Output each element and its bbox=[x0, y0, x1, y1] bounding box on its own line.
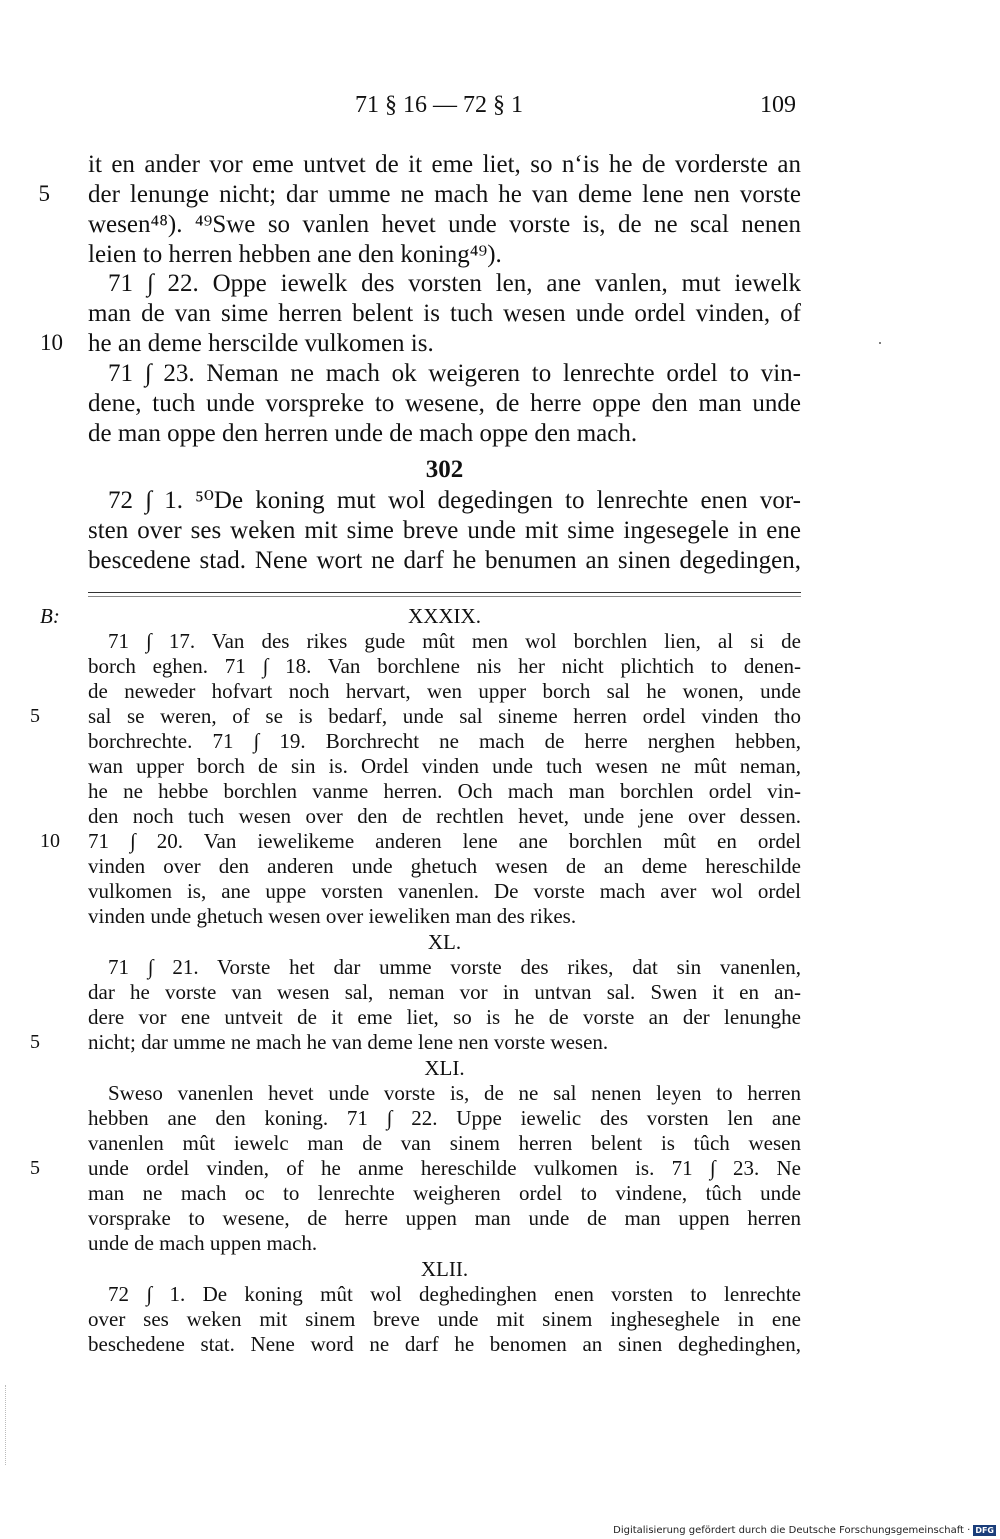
apparatus-line: Sweso vanenlen hevet unde vorste is, de ne sal nenen leyen to herren bbox=[108, 1081, 801, 1105]
main-line: 71 ∫ 22. Oppe iewelk des vorsten len, ane vanlen, mut iewelk bbox=[108, 270, 801, 297]
apparatus-line: nicht; dar umme ne mach he van deme lene nen vorste wesen. bbox=[88, 1030, 609, 1054]
main-line: it en ander vor eme untvet de it eme liet, so n‘is he de vorderste an bbox=[88, 151, 801, 178]
apparatus-line: de neweder hofvart noch hervart, wen upper borch sal he wonen, unde bbox=[88, 679, 801, 703]
apparatus-line: vinden over den anderen unde ghetuch wesen de an deme hereschilde bbox=[88, 854, 801, 878]
line-number: 5 bbox=[30, 1031, 40, 1053]
apparatus-line: borchrechte. 71 ∫ 19. Borchrecht ne mach de herre nerghen hebben, bbox=[88, 729, 801, 753]
main-line: der lenunge nicht; dar umme ne mach he van deme lene nen vorste bbox=[88, 181, 801, 208]
main-line: bescedene stad. Nene wort ne darf he benumen an sinen degedingen, bbox=[88, 547, 801, 574]
main-line: dene, tuch unde vorspreke to wesene, de herre oppe den man unde bbox=[88, 390, 801, 417]
apparatus-line: vorsprake to wesene, de herre uppen man unde de man uppen herren bbox=[88, 1206, 801, 1230]
main-line: sten over ses weken mit sime breve unde mit sime ingesegele in ene bbox=[88, 517, 801, 544]
main-line: 71 ∫ 23. Neman ne mach ok weigeren to lenrechte ordel to vin- bbox=[108, 360, 801, 387]
apparatus-line: 71 ∫ 17. Van des rikes gude mût men wol borchlen lien, al si de bbox=[108, 629, 801, 653]
apparatus-line: vulkomen is, ane uppe vorsten vanenlen. De vorste mach aver wol ordel bbox=[88, 879, 801, 903]
main-line: leien to herren hebben ane den koning⁴⁹). bbox=[88, 241, 502, 268]
apparatus-line: sal se weren, of se is bedarf, unde sal sineme herren ordel vinden tho bbox=[88, 704, 801, 728]
line-number: 5 bbox=[38, 181, 50, 206]
apparatus-line: man ne mach oc to lenrechte weigheren ordel to vindene, tûch unde bbox=[88, 1181, 801, 1205]
line-number: 5 bbox=[30, 1157, 40, 1179]
section-heading: XLI. bbox=[424, 1056, 465, 1080]
apparatus-line: den noch tuch wesen over den de rechtlen hevet, unde jene over dessen. bbox=[88, 804, 801, 828]
apparatus-line: vinden unde ghetuch wesen over ieweliken man des rikes. bbox=[88, 904, 577, 928]
apparatus-line: 71 ∫ 20. Van iewelikeme anderen lene ane borchlen mût en ordel bbox=[88, 829, 801, 853]
apparatus-line: over ses weken mit sinem breve unde mit sinem ingheseghele in ene bbox=[88, 1307, 801, 1331]
apparatus-line: borch eghen. 71 ∫ 18. Van borchlene nis her nicht plichtich to denen- bbox=[88, 654, 801, 678]
section-heading: XXXIX. bbox=[408, 604, 481, 628]
apparatus-line: hebben ane den koning. 71 ∫ 22. Uppe iewelic des vorsten len ane bbox=[88, 1106, 801, 1130]
section-heading: XLII. bbox=[420, 1257, 469, 1281]
apparatus-line: wan upper borch de sin is. Ordel vinden unde tuch wesen ne mût neman, bbox=[88, 754, 801, 778]
dfg-logo: DFG bbox=[975, 1526, 994, 1535]
siglum: B: bbox=[40, 604, 60, 628]
apparatus-line: beschedene stat. Nene word ne darf he benomen an sinen deghedinghen, bbox=[88, 1332, 801, 1356]
separator-rule bbox=[88, 596, 801, 597]
apparatus-line: unde de mach uppen mach. bbox=[88, 1231, 318, 1255]
credit-text: Digitalisierung gefördert durch die Deutsche Forschungsgemeinschaft · bbox=[613, 1525, 971, 1536]
section-number: 302 bbox=[425, 456, 464, 483]
main-line: de man oppe den herren unde de mach oppe den mach. bbox=[88, 420, 638, 447]
main-line: man de van sime herren belent is tuch wesen unde ordel vinden, of bbox=[88, 300, 801, 327]
apparatus-line: dar he vorste van wesen sal, neman vor in untvan sal. Swen it en an- bbox=[88, 980, 801, 1004]
page-number: 109 bbox=[760, 92, 796, 118]
apparatus-line: he ne hebbe borchlen vanme herren. Och mach man borchlen ordel vin- bbox=[88, 779, 801, 803]
section-heading: XL. bbox=[427, 930, 462, 954]
apparatus-line: 72 ∫ 1. De koning mût wol deghedinghen enen vorsten to lenrechte bbox=[108, 1282, 801, 1306]
speck bbox=[879, 342, 881, 344]
apparatus-line: dere vor ene untveit de it eme liet, so is he de vorste an der lenunghe bbox=[88, 1005, 801, 1029]
apparatus-line: unde ordel vinden, of he anme hereschilde vulkomen is. 71 ∫ 23. Ne bbox=[88, 1156, 801, 1180]
line-number: 10 bbox=[40, 330, 63, 355]
separator-rule bbox=[88, 592, 801, 593]
main-line: he an deme herscilde vulkomen is. bbox=[88, 330, 434, 357]
main-line: wesen⁴⁸). ⁴⁹Swe so vanlen hevet unde vorste is, de ne scal nenen bbox=[88, 211, 801, 238]
apparatus-line: 71 ∫ 21. Vorste het dar umme vorste des rikes, dat sin vanenlen, bbox=[108, 955, 801, 979]
running-title: 71 § 16 — 72 § 1 bbox=[355, 92, 523, 118]
line-number: 5 bbox=[30, 705, 40, 727]
apparatus-line: vanenlen mût iewelc man de van sinem herren belent is tûch wesen bbox=[88, 1131, 801, 1155]
line-number: 10 bbox=[40, 830, 60, 852]
digitization-credit bbox=[613, 1525, 996, 1536]
main-line: 72 ∫ 1. ⁵⁰De koning mut wol degedingen to lenrechte enen vor- bbox=[108, 487, 801, 514]
scan-edge-mark bbox=[5, 1385, 7, 1465]
